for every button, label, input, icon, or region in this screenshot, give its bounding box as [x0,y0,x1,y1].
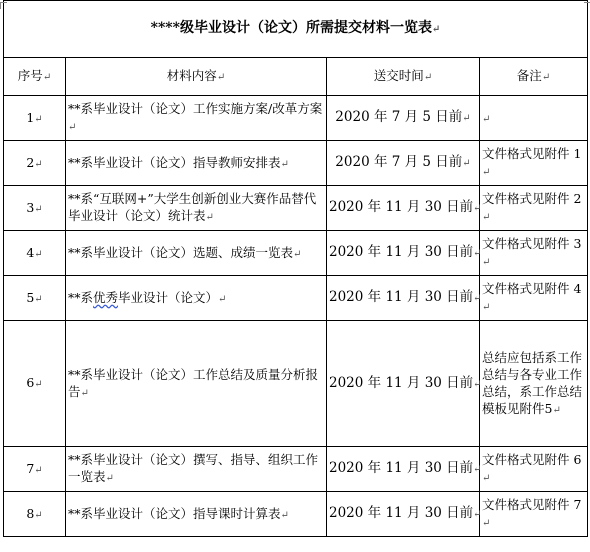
row-no: 5↵ [4,276,66,321]
row-content: **系毕业设计（论文）选题、成绩一览表↵ [66,231,327,276]
row-no: 6↵ [4,321,66,447]
spellcheck-underlined-word: 优秀 [93,289,119,305]
row-time: 2020 年 11 月 30 日前↵ [327,276,480,321]
header-time: 送交时间↵ [327,58,480,96]
row-content: **系“互联网+”大学生创新创业大赛作品替代毕业设计（论文）统计表↵ [66,186,327,231]
header-remark: 备注↵ [480,58,588,96]
row-content: **系毕业设计（论文）指导教师安排表↵ [66,141,327,186]
row-remark: 文件格式见附件 3↵ [480,231,588,276]
table-row [4,96,588,141]
row-remark: 文件格式见附件 4↵ [480,276,588,321]
header-no: 序号↵ [4,58,66,96]
row-content: **系毕业设计（论文）工作实施方案/改革方案↵ [66,96,327,141]
row-time: 2020 年 7 月 5 日前↵ [327,141,480,186]
row-remark: 总结应包括系工作总结与各专业工作总结，系工作总结模板见附件5↵ [480,321,588,447]
table-title: ****级毕业设计（论文）所需提交材料一览表 [150,20,432,36]
row-remark: 文件格式见附件 6↵ [480,447,588,492]
materials-table [3,0,588,537]
row-remark: 文件格式见附件 1↵ [480,141,588,186]
row-remark: ↵ [480,96,588,141]
table-header-row [4,58,588,96]
row-no: 2↵ [4,141,66,186]
table-row [4,141,588,186]
row-time: 2020 年 11 月 30 日前↵ [327,186,480,231]
table-title-cell: ****级毕业设计（论文）所需提交材料一览表↵ [4,1,588,58]
header-content: 材料内容↵ [66,58,327,96]
row-no: 3↵ [4,186,66,231]
row-time: 2020 年 11 月 30 日前↵ [327,447,480,492]
row-content: **系优秀毕业设计（论文）↵ [66,276,327,321]
row-no: 1↵ [4,96,66,141]
table-row [4,186,588,231]
row-content: **系毕业设计（论文）工作总结及质量分析报告↵ [66,321,327,447]
row-no: 4↵ [4,231,66,276]
table-row [4,492,588,537]
row-content: **系毕业设计（论文）指导课时计算表↵ [66,492,327,537]
table-row [4,321,588,447]
row-remark: 文件格式见附件 7↵ [480,492,588,537]
table-row [4,447,588,492]
table-row [4,276,588,321]
row-time: 2020 年 11 月 30 日前↵ [327,231,480,276]
table-row [4,231,588,276]
row-time: 2020 年 11 月 30 日前↵ [327,492,480,537]
corner-mark-top-left [0,2,7,9]
row-time: 2020 年 7 月 5 日前↵ [327,96,480,141]
row-content: **系毕业设计（论文）撰写、指导、组织工作一览表↵ [66,447,327,492]
row-remark: 文件格式见附件 2↵ [480,186,588,231]
row-no: 8↵ [4,492,66,537]
corner-mark-top-right [584,2,590,9]
row-no: 7↵ [4,447,66,492]
row-time: 2020 年 11 月 30 日前↵ [327,321,480,447]
materials-document [3,0,587,537]
